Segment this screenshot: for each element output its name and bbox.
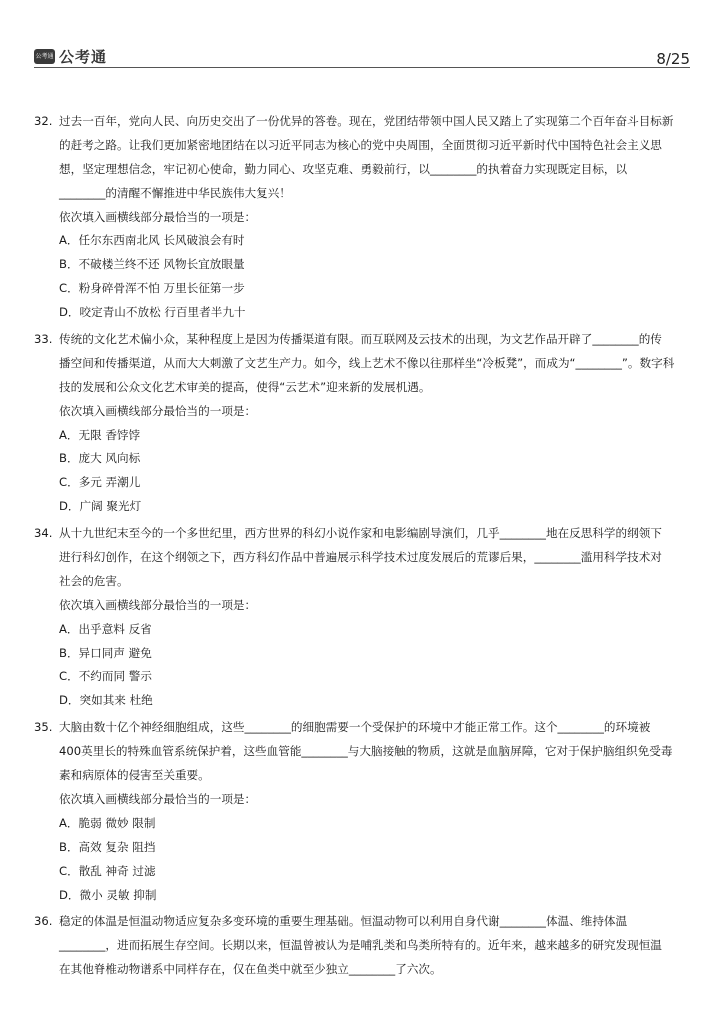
question-stem-text: 400英里长的特殊血管系统保护着，这些血管能________与大脑接触的物质，这就是血脑屏障，它对于保护脑组织免受毒 xyxy=(59,744,673,759)
question-stem-text: 进行科幻创作，在这个纲领之下，西方科幻作品中普遍展示科学技术过度发展后的荒谬后果，________滥用科学技术对 xyxy=(59,550,662,565)
question-stem-first-line xyxy=(34,910,694,934)
question-stem-text: 技的发展和公众文化艺术审美的提高，使得“云艺术”迎来新的发展机遇。 xyxy=(59,379,431,394)
answer-option[interactable]: D．咬定青山不放松 行百里者半九十 xyxy=(59,305,246,320)
question-stem-text: 想，坚定理想信念，牢记初心使命，勤力同心、攻坚克难、勇毅前行，以________的执着奋力实现既定目标，以 xyxy=(59,161,628,176)
question-stem-line xyxy=(34,352,694,376)
question-stem-line xyxy=(34,158,694,182)
answer-option[interactable]: D．广阔 聚光灯 xyxy=(59,499,142,514)
question-stem-text: 过去一百年，党向人民、向历史交出了一份优异的答卷。现在，党团结带领中国人民又踏上了实现第二个百年奋斗目标新 xyxy=(59,114,674,128)
question-stem-first-line xyxy=(34,110,694,134)
question-prompt: 依次填入画横线部分最恰当的一项是： xyxy=(59,209,257,224)
question-stem-line xyxy=(34,958,694,982)
question-number: 36. xyxy=(34,914,53,929)
question-35 xyxy=(34,716,694,907)
page-header xyxy=(34,42,690,68)
answer-option[interactable]: D．微小 灵敏 抑制 xyxy=(59,887,157,902)
header-divider xyxy=(34,67,690,68)
logo-badge-icon: 公考通 xyxy=(34,49,55,64)
question-stem-first-line xyxy=(34,716,694,740)
answer-option[interactable]: C．不约而同 警示 xyxy=(59,669,152,684)
question-prompt: 依次填入画横线部分最恰当的一项是： xyxy=(59,597,257,612)
answer-option[interactable]: A．出乎意料 反省 xyxy=(59,621,152,636)
logo-text: 公考通 xyxy=(59,48,108,66)
question-stem-first-line xyxy=(34,328,694,352)
answer-option[interactable]: C．多元 弄潮儿 xyxy=(59,475,141,490)
question-stem-line xyxy=(34,182,694,206)
answer-option[interactable]: A．脆弱 微妙 限制 xyxy=(59,815,156,830)
question-stem-text: 在其他脊椎动物谱系中同样存在，仅在鱼类中就至少独立________了六次。 xyxy=(59,962,442,977)
question-stem-line xyxy=(34,764,694,788)
answer-option[interactable]: A．任尔东西南北风 长风破浪会有时 xyxy=(59,233,245,248)
question-list xyxy=(34,110,694,985)
question-prompt: 依次填入画横线部分最恰当的一项是： xyxy=(59,403,257,418)
question-stem-text: 大脑由数十亿个神经细胞组成，这些________的细胞需要一个受保护的环境中才能正常工作。这个________的环境被 xyxy=(59,720,651,735)
question-stem-line xyxy=(34,546,694,570)
question-number: 34. xyxy=(34,526,53,541)
question-stem-text: 从十九世纪末至今的一个多世纪里，西方世界的科幻小说作家和电影编剧导演们，几乎________地在反思科学的纲领下 xyxy=(59,526,662,541)
question-number: 32. xyxy=(34,114,53,128)
question-number: 33. xyxy=(34,332,53,347)
question-stem-line xyxy=(34,740,694,764)
question-stem-text: 传统的文化艺术偏小众，某种程度上是因为传播渠道有限。而互联网及云技术的出现，为文艺作品开辟了________的传 xyxy=(59,332,662,347)
page-number: 8/25 xyxy=(656,50,690,68)
answer-option[interactable]: B．不破楼兰终不还 风物长宜放眼量 xyxy=(59,257,245,272)
answer-option[interactable]: D．突如其来 杜绝 xyxy=(59,693,153,708)
question-stem-text: ________的清醒不懈推进中华民族伟大复兴！ xyxy=(59,185,291,200)
question-stem-line xyxy=(34,134,694,158)
question-stem-line xyxy=(34,570,694,594)
answer-option[interactable]: A．无限 香饽饽 xyxy=(59,427,141,442)
answer-option[interactable]: B．庞大 风向标 xyxy=(59,451,141,466)
question-stem-text: 播空间和传播渠道，从而大大刺激了文艺生产力。如今，线上艺术不像以往那样坐“冷板凳”，而成为“________”。数字科 xyxy=(59,355,675,370)
question-stem-text: ________，进而拓展生存空间。长期以来，恒温曾被认为是哺乳类和鸟类所特有的。近年来，越来越多的研究发现恒温 xyxy=(59,938,662,953)
question-32 xyxy=(34,110,694,325)
question-stem-text: 素和病原体的侵害至关重要。 xyxy=(59,768,210,783)
question-stem-text: 的赶考之路。让我们更加紧密地团结在以习近平同志为核心的党中央周围，全面贯彻习近平新时代中国特色社会主义思 xyxy=(59,137,662,152)
question-stem-text: 社会的危害。 xyxy=(59,573,129,588)
brand-logo xyxy=(34,46,107,67)
question-stem-text: 稳定的体温是恒温动物适应复杂多变环境的重要生理基础。恒温动物可以利用自身代谢________体温、维持体温 xyxy=(59,914,628,929)
question-stem-line xyxy=(34,376,694,400)
question-36 xyxy=(34,910,694,982)
answer-option[interactable]: C．散乱 神奇 过滤 xyxy=(59,863,156,878)
question-stem-first-line xyxy=(34,522,694,546)
question-33 xyxy=(34,328,694,519)
answer-option[interactable]: C．粉身碎骨浑不怕 万里长征第一步 xyxy=(59,281,245,296)
question-number: 35. xyxy=(34,720,53,735)
answer-option[interactable]: B．高效 复杂 阻挡 xyxy=(59,839,156,854)
question-34 xyxy=(34,522,694,713)
question-stem-line xyxy=(34,934,694,958)
question-prompt: 依次填入画横线部分最恰当的一项是： xyxy=(59,791,257,806)
answer-option[interactable]: B．异口同声 避免 xyxy=(59,645,152,660)
